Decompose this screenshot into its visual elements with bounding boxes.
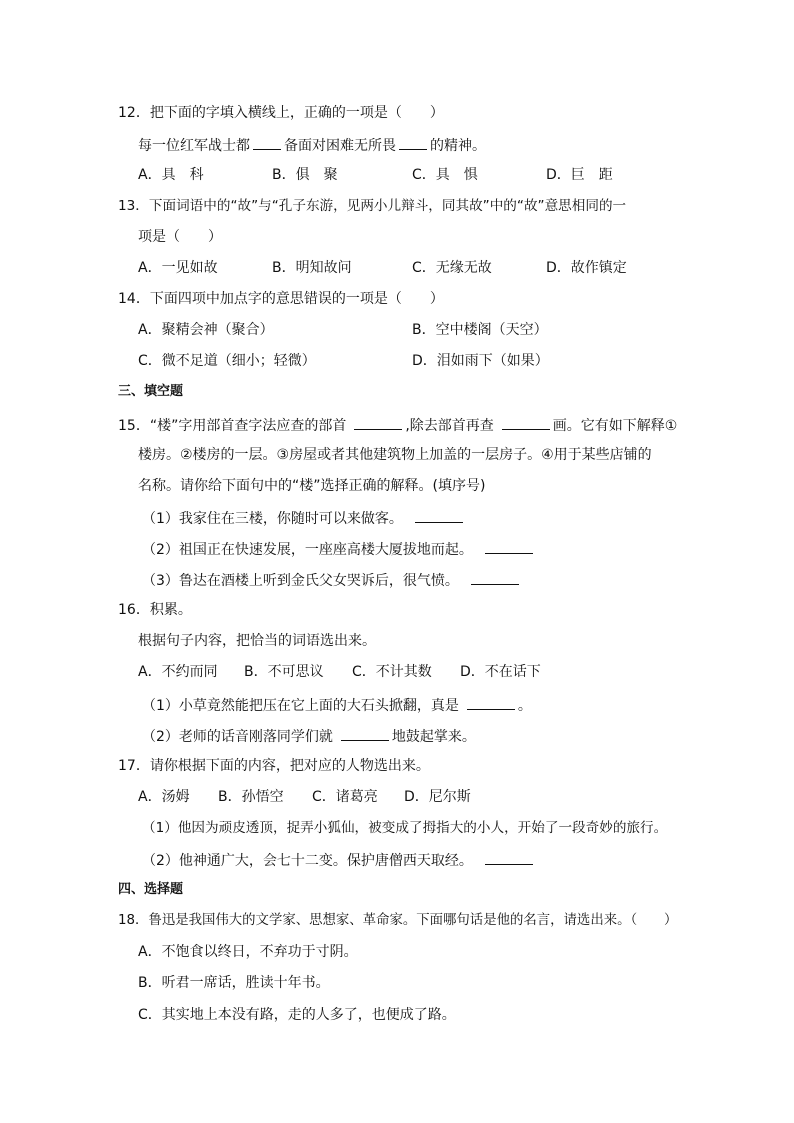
- q12-option-b[interactable]: B．俱 聚: [272, 167, 338, 183]
- q13-option-d[interactable]: D．故作镇定: [546, 260, 627, 276]
- q14-stem: 14．下面四项中加点字的意思错误的一项是（ ）: [118, 291, 444, 307]
- q13-option-b[interactable]: B．明知故问: [272, 260, 352, 276]
- q17-option-a[interactable]: A．汤姆: [138, 789, 190, 805]
- q13-option-a[interactable]: A．一见如故: [138, 260, 218, 276]
- q16-item-2-blank[interactable]: [341, 725, 389, 741]
- q15-item-2-blank[interactable]: [485, 538, 533, 554]
- q15-line2: 楼房。②楼房的一层。③房屋或者其他建筑物上加盖的一层房子。④用于某些店铺的: [138, 447, 652, 463]
- section-3-title: 三、填空题: [118, 384, 184, 399]
- q16-option-b[interactable]: B．不可思议: [244, 664, 324, 680]
- q12-sentence-part2: 备面对困难无所畏: [284, 138, 396, 154]
- q15-item-2-text: （2）祖国正在快速发展，一座座高楼大厦拔地而起。: [142, 542, 473, 558]
- q17-stem: 17．请你根据下面的内容，把对应的人物选出来。: [118, 758, 430, 774]
- q16-item-1-part2: 。: [517, 698, 532, 714]
- q16-instruction: 根据句子内容，把恰当的词语选出来。: [138, 633, 376, 649]
- q18-option-b[interactable]: B．听君一席话，胜读十年书。: [138, 975, 330, 991]
- q16-item-1: [142, 694, 532, 714]
- q14-option-c[interactable]: C．微不足道（细小；轻微）: [138, 353, 316, 369]
- q17-item-2-text: （2）他神通广大，会七十二变。保护唐僧西天取经。: [142, 853, 473, 869]
- q18-option-c[interactable]: C．其实地上本没有路，走的人多了，也便成了路。: [138, 1007, 456, 1023]
- q15-line1-part3: 画。它有如下解释①: [552, 418, 678, 434]
- q14-option-d[interactable]: D．泪如雨下（如果）: [412, 353, 549, 369]
- q12-stem: 12．把下面的字填入横线上，正确的一项是（ ）: [118, 105, 444, 121]
- q16-option-c[interactable]: C．不计其数: [352, 664, 432, 680]
- q15-item-3-text: （3）鲁达在酒楼上听到金氏父女哭诉后，很气愤。: [142, 573, 459, 589]
- q15-item-3: [142, 569, 522, 589]
- q15-item-1-blank[interactable]: [415, 507, 463, 523]
- q16-option-d[interactable]: D．不在话下: [460, 664, 541, 680]
- q15-item-1: [142, 507, 466, 527]
- q15-item-1-text: （1）我家住在三楼，你随时可以来做客。: [142, 511, 403, 527]
- q16-item-2: [142, 725, 476, 745]
- section-4-title: 四、选择题: [118, 882, 184, 897]
- q16-option-a[interactable]: A．不约而同: [138, 664, 218, 680]
- q18-stem: 18．鲁迅是我国伟大的文学家、思想家、革命家。下面哪句话是他的名言，请选出来。（ ）: [118, 913, 678, 928]
- q12-sentence-part3: 的精神。: [430, 138, 486, 154]
- q12-option-a[interactable]: A．具 科: [138, 167, 204, 183]
- q12-blank-1[interactable]: [253, 134, 281, 150]
- q12-sentence-part1: 每一位红军战士都: [138, 138, 250, 154]
- q18-option-a[interactable]: A．不饱食以终日，不弃功于寸阴。: [138, 944, 358, 960]
- q17-item-2: [142, 849, 536, 869]
- q17-option-d[interactable]: D．尼尔斯: [404, 789, 471, 805]
- q15-blank-radical[interactable]: [354, 414, 402, 430]
- q12-blank-2[interactable]: [399, 134, 427, 150]
- q15-line3: 名称。请你给下面句中的“楼”选择正确的解释。(填序号): [138, 478, 486, 494]
- q15-line1-part1: 15．“楼”字用部首查字法应查的部首: [118, 418, 347, 434]
- q16-item-1-blank[interactable]: [467, 694, 515, 710]
- q17-item-1: （1）他因为顽皮透顶，捉弄小狐仙，被变成了拇指大的小人，开始了一段奇妙的旅行。: [142, 820, 668, 836]
- q12-option-d[interactable]: D．巨 距: [546, 167, 613, 183]
- q16-stem: 16．积累。: [118, 602, 192, 618]
- q15-item-2: [142, 538, 536, 558]
- q17-option-c[interactable]: C．诸葛亮: [312, 789, 378, 805]
- q12-sentence: [138, 134, 486, 154]
- q13-option-c[interactable]: C．无缘无故: [412, 260, 492, 276]
- q15-blank-strokes[interactable]: [502, 414, 550, 430]
- q14-option-b[interactable]: B．空中楼阁（天空）: [412, 322, 548, 338]
- q16-item-1-part1: （1）小草竟然能把压在它上面的大石头掀翻，真是: [142, 698, 459, 714]
- q14-option-a[interactable]: A．聚精会神（聚合）: [138, 322, 274, 338]
- q13-stem-line2: 项是（ ）: [138, 229, 222, 245]
- q15-line1: [118, 414, 677, 434]
- q12-option-c[interactable]: C．具 惧: [412, 167, 478, 183]
- q16-item-2-part1: （2）老师的话音刚落同学们就: [142, 729, 333, 745]
- q13-stem-line1: 13．下面词语中的“故”与“孔子东游，见两小儿辩斗，同其故”中的“故”意思相同的一: [118, 198, 627, 214]
- q15-item-3-blank[interactable]: [471, 569, 519, 585]
- q17-item-2-blank[interactable]: [485, 849, 533, 865]
- q16-item-2-part2: 地鼓起掌来。: [391, 729, 476, 745]
- q17-option-b[interactable]: B．孙悟空: [218, 789, 284, 805]
- q15-line1-part2: ,除去部首再查: [405, 418, 494, 434]
